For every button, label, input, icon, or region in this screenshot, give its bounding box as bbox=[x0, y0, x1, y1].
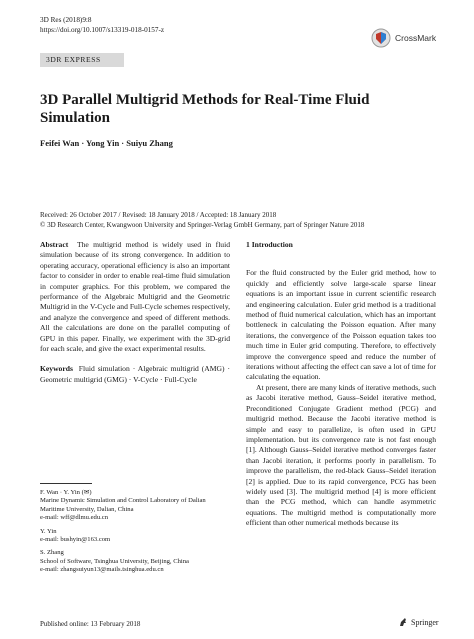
keywords-label: Keywords bbox=[40, 364, 73, 374]
crossmark-label: CrossMark bbox=[395, 33, 437, 43]
affiliation-3 bbox=[40, 549, 230, 574]
introduction-heading: 1 Introduction bbox=[246, 240, 293, 249]
affiliation-2-email[interactable]: e-mail: bushyin@163.com bbox=[40, 536, 111, 544]
crossmark-button[interactable] bbox=[371, 27, 441, 49]
right-column bbox=[246, 240, 436, 529]
author-list: Feifei Wan · Yong Yin · Suiyu Zhang bbox=[40, 138, 173, 148]
introduction-paragraph-1: For the fluid constructed by the Euler grid method, how to quickly and efficiently solve large-scale sparse linear equations is an important issue in current scientific research and engineering calculation. Euler grid method is a traditional method of fluid numerical calculation, which has an important bottleneck in calculating the Poisson equation. After many iterations, the convergence of the Poisson equation takes too much time in Euler grid computing. Therefore, to effectively improve the convergence speed and reduce the number of iterations without affecting the effect can save a lot of time for calculating the equation. bbox=[246, 268, 436, 382]
affiliation-1-org: Marine Dynamic Simulation and Control Laboratory of Dalian Maritime University, Dalian, China bbox=[40, 497, 206, 513]
copyright-line: © 3D Research Center, Kwangwoon University and Springer-Verlag GmbH Germany, part of Springer Nature 2018 bbox=[40, 221, 365, 229]
section-badge: 3DR EXPRESS bbox=[40, 53, 124, 67]
affiliation-1-authors: F. Wan · Y. Yin (✉) bbox=[40, 489, 92, 496]
abstract-label: Abstract bbox=[40, 240, 69, 249]
keywords bbox=[40, 364, 230, 385]
publication-dates: Received: 26 October 2017 / Revised: 18 January 2018 / Accepted: 18 January 2018 bbox=[40, 211, 277, 219]
springer-horse-icon bbox=[398, 617, 408, 627]
left-column bbox=[40, 240, 230, 385]
affiliation-3-author: S. Zhang bbox=[40, 549, 64, 557]
affiliation-2-author: Y. Yin bbox=[40, 527, 57, 535]
affiliation-1 bbox=[40, 489, 230, 523]
publisher-name: Springer bbox=[411, 617, 439, 627]
abstract-text: The multigrid method is widely used in fluid simulation because of its strong convergence. In addition to operating accuracy, operational efficiency is also an important factor to consider in order to enable real-time fluid simulation in computer graphics. For this problem, we compared the performance of the Algebraic Multigrid and the Geometric Multigrid in the V-Cycle and Full-Cycle schemes respectively, and analyze the convergence and speed of different methods. All the calculations are done on the parallel computing of GPU in this paper. Finally, we experiment with the 3D-grid for each scale, and give the exact experimental results. bbox=[40, 240, 231, 354]
publisher-logo bbox=[398, 617, 439, 627]
doi-link[interactable]: https://doi.org/10.1007/s13319-018-0157-z bbox=[40, 26, 165, 34]
affiliation-2 bbox=[40, 528, 230, 545]
affiliation-1-email[interactable]: e-mail: wff@dlmu.edu.cn bbox=[40, 514, 109, 522]
journal-header bbox=[40, 15, 164, 35]
published-online: Published online: 13 February 2018 bbox=[40, 620, 141, 628]
introduction-paragraph-2: At present, there are many kinds of iterative methods, such as Jacobi iterative method, Gauss–Seidel iterative method, Preconditioned Conjugate Gradient method (PCG) and multigrid method. Because the Jacobi iterative method is simple and easy to parallelize, is often used in GPU implementation. but its convergence rate is not fast enough [1]. Although Gauss–Seidel iterative method converges faster than Jacobi iteration, it performs poorly in parallelism. To improve the parallelism, the red-black Gauss–Seidel iteration [2] is applied. Due to its rapid convergence, PCG has been widely used [3]. The multigrid method [4] is more efficient than the PCG method, which can handle asymmetric equations. The multigrid method is computationally more efficient than other numerical methods because its bbox=[246, 382, 436, 528]
publication-dates-block bbox=[40, 210, 440, 230]
affiliation-3-email[interactable]: e-mail: zhangsuiyun13@mails.tsinghua.edu.cn bbox=[40, 566, 164, 574]
crossmark-icon bbox=[371, 28, 391, 48]
keywords-text: Fluid simulation · Algebraic multigrid (AMG) · Geometric multigrid (GMG) · V-Cycle · Full-Cycle bbox=[40, 364, 230, 384]
abstract bbox=[40, 240, 230, 354]
article-title: 3D Parallel Multigrid Methods for Real-Time Fluid Simulation bbox=[40, 92, 370, 126]
journal-citation: 3D Res (2018)9:8 bbox=[40, 16, 92, 24]
affiliation-3-org: School of Software, Tsinghua University, Beijing, China bbox=[40, 557, 189, 565]
affiliations bbox=[40, 489, 230, 580]
footnote-divider bbox=[40, 483, 92, 484]
